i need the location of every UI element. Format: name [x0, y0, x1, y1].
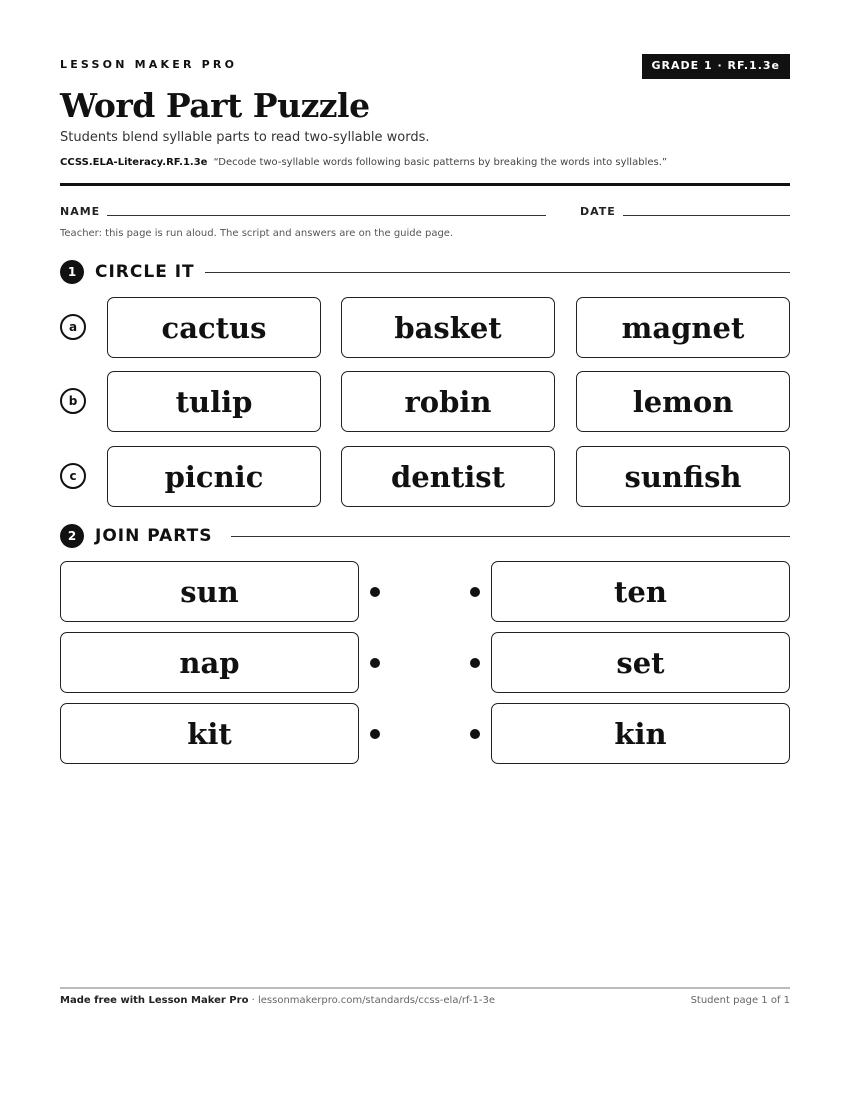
left-connector-dot[interactable]	[370, 729, 380, 739]
left-connector-dot[interactable]	[370, 658, 380, 668]
date-label: DATE	[580, 205, 616, 218]
right-part[interactable]: ten	[491, 561, 790, 622]
brand-name: LESSON MAKER PRO	[60, 58, 238, 71]
left-connector-dot[interactable]	[370, 587, 380, 597]
word-choice[interactable]: lemon	[576, 371, 790, 432]
section-rule	[205, 272, 790, 273]
right-part[interactable]: set	[491, 632, 790, 693]
section-number: 1	[60, 260, 84, 284]
section-title: CIRCLE IT	[95, 262, 195, 282]
standard-text: “Decode two-syllable words following basic patterns by breaking the words into syllables.”	[213, 157, 668, 168]
word-choice[interactable]: sunfish	[576, 446, 790, 507]
word-choice[interactable]: cactus	[107, 297, 321, 358]
right-part[interactable]: kin	[491, 703, 790, 764]
word-choice[interactable]: basket	[341, 297, 555, 358]
name-field[interactable]	[107, 215, 546, 216]
header-divider	[60, 183, 790, 186]
grade-badge: GRADE 1 · RF.1.3e	[642, 54, 790, 79]
row-letter: a	[60, 314, 86, 340]
word-choice[interactable]: picnic	[107, 446, 321, 507]
right-connector-dot[interactable]	[470, 587, 480, 597]
right-connector-dot[interactable]	[470, 658, 480, 668]
name-label: NAME	[60, 205, 101, 218]
page-subtitle: Students blend syllable parts to read two-syllable words.	[60, 130, 430, 145]
left-part[interactable]: sun	[60, 561, 359, 622]
row-letter: c	[60, 463, 86, 489]
teacher-note: Teacher: this page is run aloud. The script and answers are on the guide page.	[60, 228, 454, 239]
standard-code: CCSS.ELA-Literacy.RF.1.3e	[60, 157, 208, 168]
date-field[interactable]	[623, 215, 790, 216]
footer-made-with: Made free with Lesson Maker Pro	[60, 995, 249, 1006]
row-letter: b	[60, 388, 86, 414]
footer-url: · lessonmakerpro.com/standards/ccss-ela/rf-1-3e	[248, 995, 495, 1006]
standard-line	[60, 157, 667, 168]
footer-page-number: Student page 1 of 1	[690, 995, 790, 1006]
word-choice[interactable]: tulip	[107, 371, 321, 432]
word-choice[interactable]: dentist	[341, 446, 555, 507]
section-join-parts	[60, 524, 790, 548]
section-circle-it	[60, 260, 790, 284]
section-number: 2	[60, 524, 84, 548]
right-connector-dot[interactable]	[470, 729, 480, 739]
left-part[interactable]: kit	[60, 703, 359, 764]
word-choice[interactable]: robin	[341, 371, 555, 432]
footer-divider	[60, 987, 790, 989]
worksheet-page	[60, 0, 790, 1100]
word-choice[interactable]: magnet	[576, 297, 790, 358]
section-rule	[231, 536, 790, 537]
section-title: JOIN PARTS	[95, 526, 213, 546]
left-part[interactable]: nap	[60, 632, 359, 693]
page-title: Word Part Puzzle	[60, 86, 370, 125]
footer-credit	[60, 995, 495, 1006]
